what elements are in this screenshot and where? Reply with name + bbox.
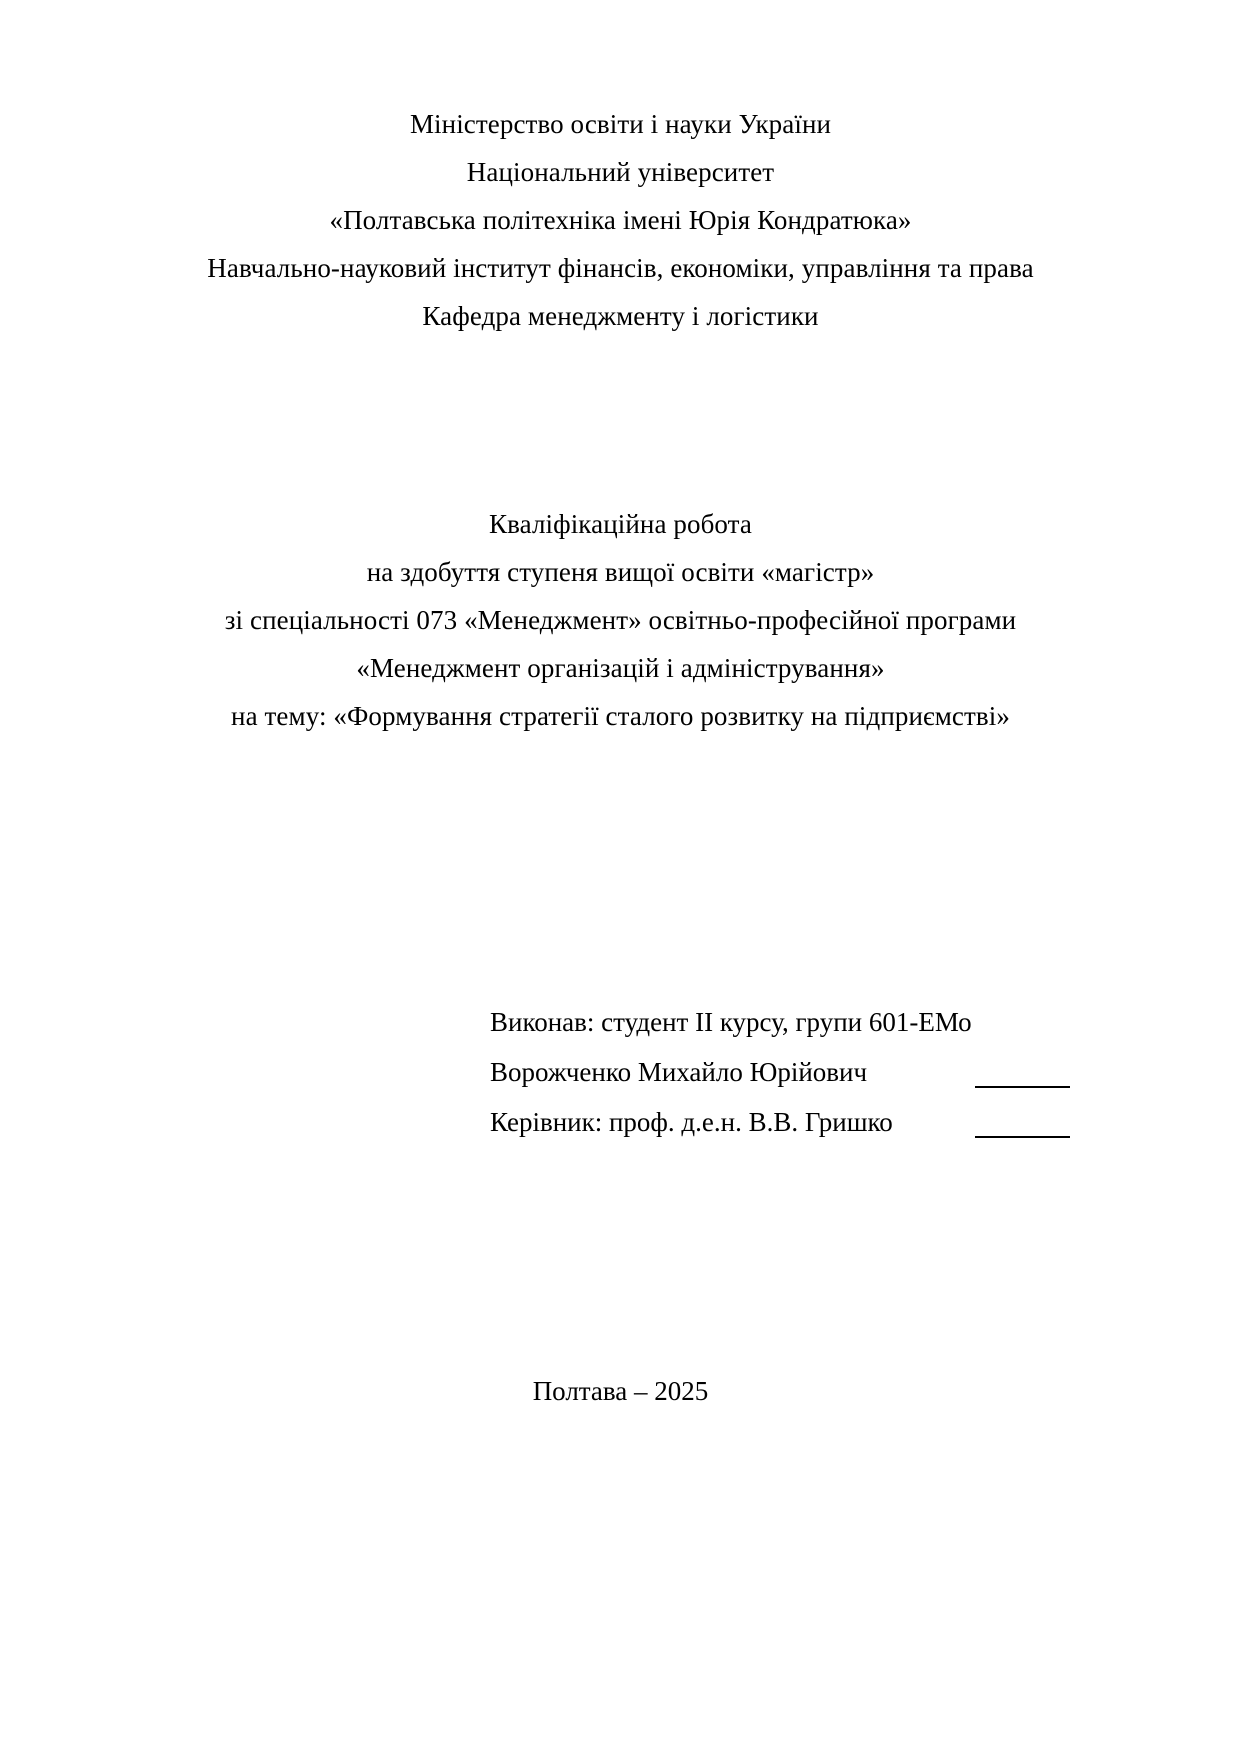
- work-line-type: Кваліфікаційна робота: [489, 509, 752, 539]
- author-row-supervisor: [490, 1097, 1070, 1147]
- author-student-name-label: Ворожченко Михайло Юрійович: [490, 1057, 868, 1087]
- work-line-topic: на тему: «Формування стратегії сталого розвитку на підприємстві»: [231, 701, 1010, 731]
- signature-line-student: [975, 1086, 1070, 1088]
- header-line-university: Національний університет: [466, 157, 775, 187]
- header-line-university-name: «Полтавська політехніка імені Юрія Кондратюка»: [329, 205, 912, 235]
- header-line-department: Кафедра менеджменту і логістики: [422, 301, 819, 331]
- signature-line-supervisor: [975, 1136, 1070, 1138]
- author-supervisor-block: [490, 997, 1070, 1147]
- author-student-group-label: Виконав: студент II курсу, групи 601-ЕМо: [490, 1007, 972, 1037]
- work-line-program: «Менеджмент організацій і адміністрування»: [356, 653, 885, 683]
- institution-header: [0, 100, 1241, 340]
- footer-place-year: Полтава – 2025: [532, 1376, 709, 1406]
- qualification-work-block: [0, 500, 1241, 740]
- author-supervisor-label: Керівник: проф. д.е.н. В.В. Гришко: [490, 1107, 893, 1137]
- header-line-institute: Навчально-науковий інститут фінансів, економіки, управління та права: [207, 253, 1034, 283]
- header-line-ministry: Міністерство освіти і науки України: [409, 109, 832, 139]
- work-line-specialty: зі спеціальності 073 «Менеджмент» освітньо-професійної програми: [224, 605, 1017, 635]
- author-row-student-group: [490, 997, 1070, 1047]
- author-row-student-name: [490, 1047, 1070, 1097]
- footer-place-year-block: [0, 1372, 1241, 1410]
- work-line-degree: на здобуття ступеня вищої освіти «магістр»: [366, 557, 875, 587]
